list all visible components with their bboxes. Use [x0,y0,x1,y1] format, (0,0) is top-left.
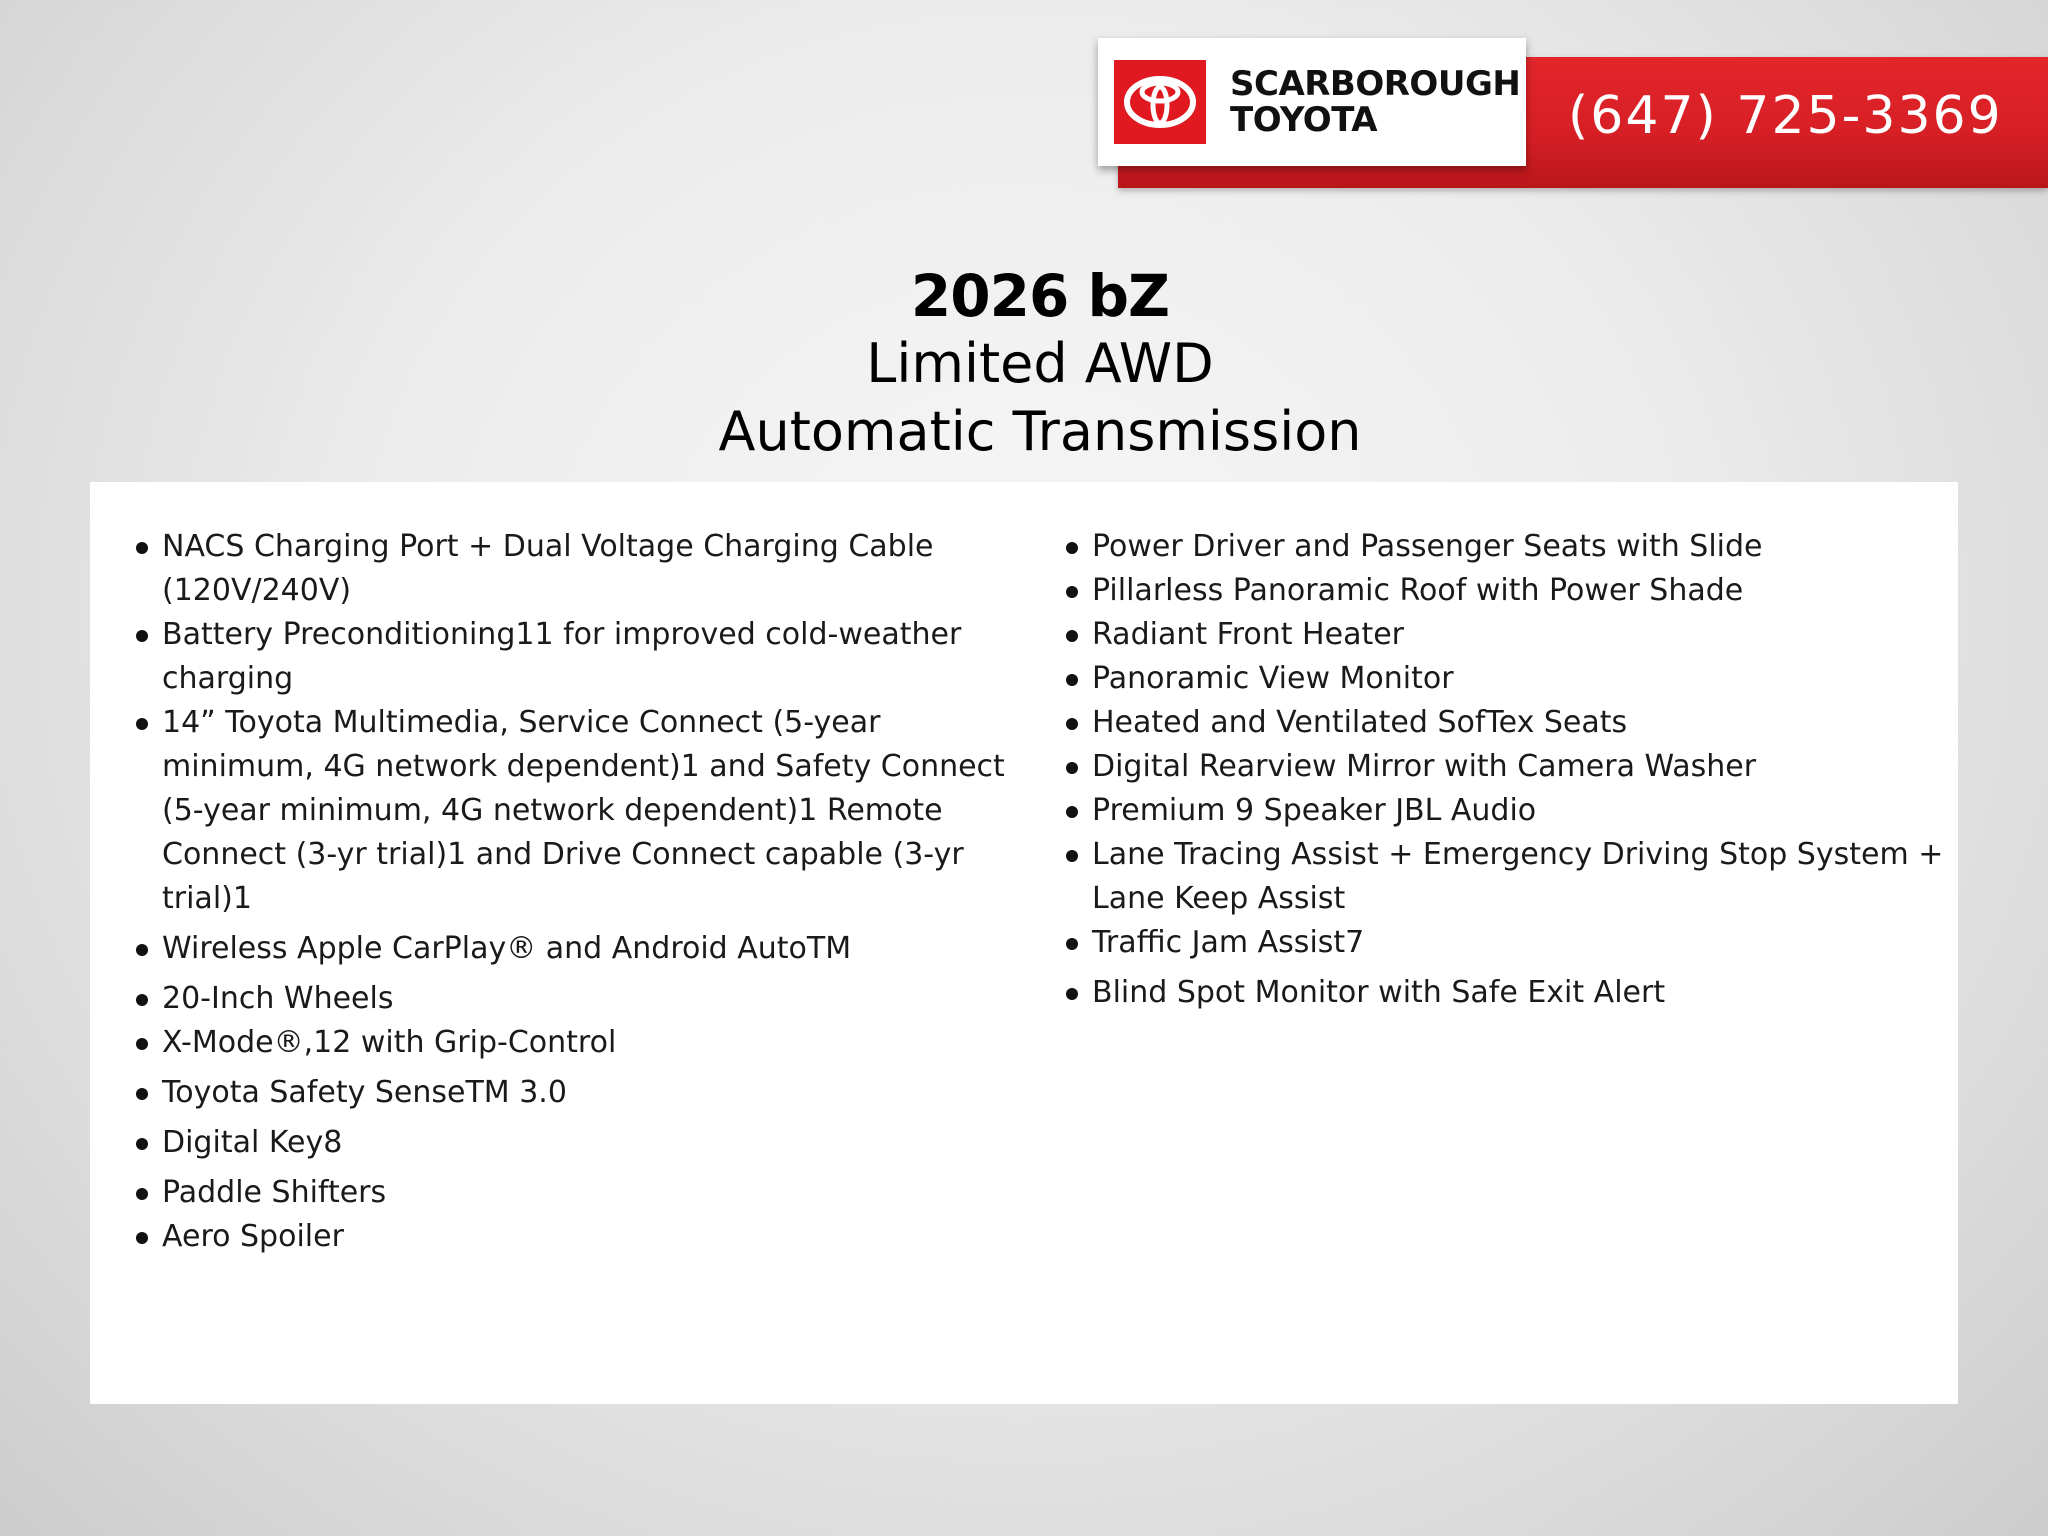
feature-text: 20-Inch Wheels [162,981,394,1016]
feature-item [1064,971,1944,1015]
feature-item [134,1021,1014,1065]
feature-text: Traffic Jam Assist7 [1092,925,1365,960]
feature-item [134,701,1014,921]
feature-text: Panoramic View Monitor [1092,661,1454,696]
feature-text: Premium 9 Speaker JBL Audio [1092,793,1537,828]
feature-text: Paddle Shifters [162,1175,387,1210]
bullet-icon [136,1138,148,1150]
feature-text: Wireless Apple CarPlay® and Android AutoTM [162,931,852,966]
feature-item [134,613,1014,701]
feature-text: Pillarless Panoramic Roof with Power Shade [1092,573,1744,608]
feature-item [134,1121,1014,1165]
feature-item [1064,833,1944,921]
feature-text: Aero Spoiler [162,1219,344,1254]
feature-item [1064,789,1944,833]
feature-text: Toyota Safety SenseTM 3.0 [162,1075,567,1110]
feature-item [134,525,1014,613]
bullet-icon [136,542,148,554]
vehicle-trim: Limited AWD [866,332,1214,395]
feature-item [1064,657,1944,701]
feature-item [1064,701,1944,745]
features-panel [90,482,1958,1404]
bullet-icon [136,1232,148,1244]
bullet-icon [1066,806,1078,818]
bullet-icon [1066,542,1078,554]
feature-text: X-Mode®,12 with Grip-Control [162,1025,617,1060]
bullet-icon [1066,586,1078,598]
feature-text: Radiant Front Heater [1092,617,1405,652]
feature-item [134,977,1014,1021]
feature-item [134,1071,1014,1115]
features-list-left [134,525,1014,1259]
feature-item [1064,921,1944,965]
toyota-emblem-icon [1114,60,1206,144]
bullet-icon [1066,938,1078,950]
features-list-right [1064,525,1944,1015]
bullet-icon [1066,762,1078,774]
bullet-icon [1066,988,1078,1000]
dealer-name-line2: TOYOTA [1230,100,1378,140]
bullet-icon [136,630,148,642]
feature-text: 14” Toyota Multimedia, Service Connect (5-year minimum, 4G network dependent)1 and Safety Connect (5-year minimum, 4G network dependent)1 Remote Connect (3-yr trial)1 and Drive Connect capable (3-yr trial)1 [162,705,1005,916]
bullet-icon [136,1188,148,1200]
feature-item [1064,569,1944,613]
bullet-icon [136,994,148,1006]
feature-text: Power Driver and Passenger Seats with Slide [1092,529,1763,564]
feature-text: Lane Tracing Assist + Emergency Driving Stop System + Lane Keep Assist [1092,837,1944,916]
feature-text: Heated and Ventilated SofTex Seats [1092,705,1628,740]
feature-item [1064,525,1944,569]
feature-text: Digital Key8 [162,1125,343,1160]
feature-text: Digital Rearview Mirror with Camera Washer [1092,749,1757,784]
bullet-icon [1066,630,1078,642]
bullet-icon [136,1038,148,1050]
feature-text: Blind Spot Monitor with Safe Exit Alert [1092,975,1666,1010]
toyota-emblem-icon-svg [1122,70,1198,134]
bullet-icon [1066,850,1078,862]
feature-item [1064,613,1944,657]
dealer-phone-number[interactable]: (647) 725-3369 [1568,86,2003,146]
feature-item [1064,745,1944,789]
bullet-icon [136,944,148,956]
feature-item [134,927,1014,971]
feature-text: Battery Preconditioning11 for improved cold-weather charging [162,617,962,696]
vehicle-title [0,262,2048,466]
bullet-icon [1066,718,1078,730]
bullet-icon [136,718,148,730]
dealer-logo-card[interactable] [1098,38,1526,166]
bullet-icon [1066,674,1078,686]
feature-text: NACS Charging Port + Dual Voltage Charging Cable (120V/240V) [162,529,934,608]
bullet-icon [136,1088,148,1100]
feature-item [134,1215,1014,1259]
vehicle-transmission: Automatic Transmission [718,400,1362,463]
dealer-name-line1: SCARBOROUGH [1230,64,1521,104]
feature-item [134,1171,1014,1215]
vehicle-model-year: 2026 bZ [910,262,1170,330]
